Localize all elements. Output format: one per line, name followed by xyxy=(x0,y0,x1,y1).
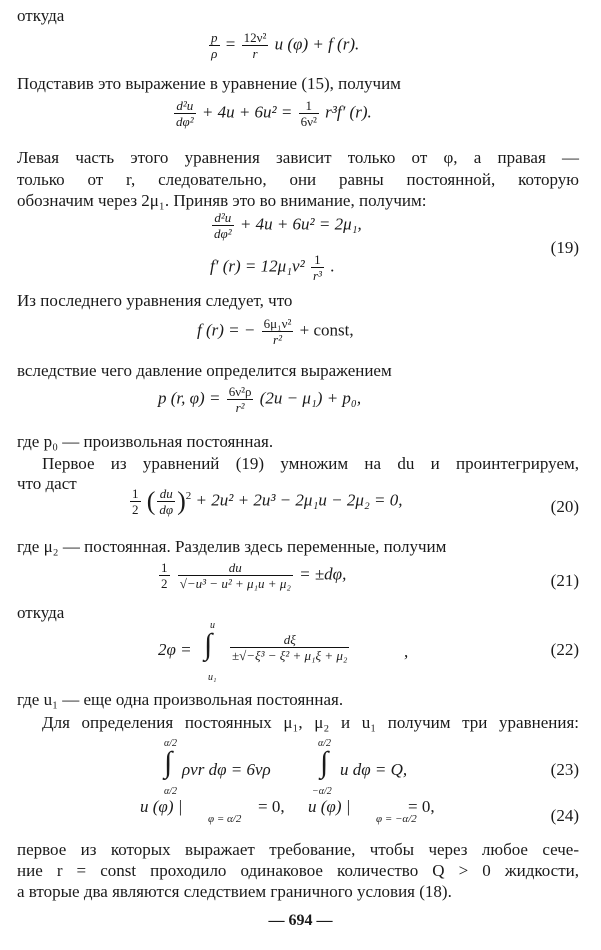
fraction-numerator: dξ xyxy=(230,632,349,648)
fraction-denominator: r xyxy=(252,46,258,61)
equation-middle: ρνr dφ = 6νρ xyxy=(182,760,271,779)
boundary-equals: = 0, xyxy=(258,797,285,816)
equation-pressure xyxy=(158,384,361,415)
fraction-denominator: r³ xyxy=(312,268,322,283)
page-number: — 694 — xyxy=(268,912,333,929)
fraction-numerator: 1 xyxy=(132,486,139,501)
fraction-numerator: 1 xyxy=(161,560,168,575)
text-line: ние r = const проходило одинаковое количество Q > 0 жидкости, xyxy=(17,861,579,880)
equation-rest: = ±dφ, xyxy=(299,564,347,584)
fraction-denominator: ±√−ξ³ − ξ² + μ₁ξ + μ₂ xyxy=(232,648,348,663)
integral-sign: ∫ xyxy=(164,746,173,779)
fraction-denominator: r² xyxy=(235,400,245,415)
equation-lhs: f′ (r) = 12μ₁ν² xyxy=(210,256,305,276)
text-line: Первое из уравнений (19) умножим на du и проинтегрируем, xyxy=(42,454,579,473)
fraction-denominator: r² xyxy=(273,332,282,347)
equation-end: . xyxy=(330,256,335,276)
text-line: Левая часть этого уравнения зависит только от φ, а правая — xyxy=(17,148,579,167)
text-line: только от r, следовательно, они равны постоянной, которую xyxy=(17,170,579,189)
integral-lower-limit: u₁ xyxy=(208,672,217,683)
fraction-numerator: 6ν²ρ xyxy=(228,384,252,399)
fraction-denominator: 2 xyxy=(132,502,139,517)
equation-lhs: p (r, φ) = xyxy=(158,388,221,408)
integral-upper-limit: α/2 xyxy=(318,738,332,749)
fraction-numerator: 1 xyxy=(299,98,319,114)
text-line: первое из которых выражает требование, чтобы через любое сече- xyxy=(17,840,579,859)
equation-substituted xyxy=(172,98,372,129)
fraction-numerator: du xyxy=(178,560,293,576)
text-line: вследствие чего давление определится выражением xyxy=(17,361,392,380)
boundary-condition-right: u (φ) | xyxy=(308,797,351,816)
integral-upper-limit: u xyxy=(210,620,215,631)
fraction-denominator: 2 xyxy=(161,576,168,591)
text-line: откуда xyxy=(17,6,65,25)
equation-lhs: 2φ = xyxy=(158,640,192,659)
fraction-denominator: dφ² xyxy=(176,114,194,129)
fraction-numerator: du xyxy=(157,486,175,502)
text-line: что даст xyxy=(17,474,77,493)
boundary-subscript: φ = α/2 xyxy=(208,813,242,825)
integral-sign: ∫ xyxy=(320,746,329,779)
text-line: Подставив это выражение в уравнение (15), получим xyxy=(17,74,401,93)
equation-rest: r³f′ (r). xyxy=(325,102,372,122)
equation-number: (21) xyxy=(550,571,579,590)
equation-number: (23) xyxy=(550,760,579,779)
equation-rest: + 4u + 6u² = 2μ₁, xyxy=(239,214,362,234)
equation-rest: (2u − μ₁) + p₀, xyxy=(259,388,362,408)
fraction-denominator: √−u³ − u² + μ₁u + μ₂ xyxy=(179,576,291,591)
equation-23 xyxy=(160,738,420,800)
equation-20: $\frac{1}{2}$ ( $\frac{du}{d\varphi}$ )$^2$ + 2u² + 2u³ − 2μ₁u − 2μ₂ = 0, xyxy=(132,486,403,517)
text-line: где u₁ — еще одна произвольная постоянная. xyxy=(17,690,344,709)
text-line: а вторые два являются следствием граничного условия (18). xyxy=(17,882,452,901)
integral-lower-limit: −α/2 xyxy=(312,786,332,797)
fraction-numerator: 1 xyxy=(311,252,324,268)
equation-19a xyxy=(210,210,362,241)
equation-21 xyxy=(157,560,346,591)
fraction-numerator: 6μ₁ν² xyxy=(263,316,292,331)
text-line: где μ₂ — постоянная. Разделив здесь переменные, получим xyxy=(17,537,447,556)
text-line: где p₀ — произвольная постоянная. xyxy=(17,432,274,451)
fraction-numerator: 12ν² xyxy=(243,30,267,45)
equation-24 xyxy=(140,797,440,831)
fraction-denominator: ρ xyxy=(211,46,218,61)
equation-rest: u (φ) + f (r). xyxy=(274,34,360,54)
fraction-denominator: 6ν² xyxy=(300,114,317,129)
fraction-denominator: dφ² xyxy=(214,226,232,241)
text-line: Из последнего уравнения следует, что xyxy=(17,291,293,310)
integral-upper-limit: α/2 xyxy=(164,738,178,749)
equation-number: (24) xyxy=(550,806,579,825)
equation-lhs: f (r) = − xyxy=(197,320,256,340)
equation-19b xyxy=(210,252,334,283)
text-line: откуда xyxy=(17,603,65,622)
equation-f xyxy=(197,316,354,347)
equation-number: (22) xyxy=(550,640,579,659)
equation-rest: + 2u² + 2u³ − 2μ₁u − 2μ₂ = 0, xyxy=(195,490,403,510)
boundary-subscript: φ = −α/2 xyxy=(376,813,417,825)
boundary-condition-left: u (φ) | xyxy=(140,797,183,816)
text-line: Для определения постоянных μ₁, μ₂ и u₁ получим три уравнения: xyxy=(42,713,579,732)
equation-middle: + 4u + 6u² = xyxy=(201,102,293,122)
equation-22 xyxy=(158,620,418,686)
equation-number: (20) xyxy=(550,497,579,516)
fraction-numerator: d²u xyxy=(174,98,196,114)
equation-pressure-ratio: $\frac{p}{\rho}$ = $\frac{\text{12ν²}}{r}$ u (φ) + f (r). xyxy=(211,30,360,61)
fraction-numerator: p xyxy=(211,30,218,45)
text-line: обозначим через 2μ₁. Приняв это во внимание, получим: xyxy=(17,191,427,210)
equation-rest: + const, xyxy=(299,320,354,340)
equation-rest: u dφ = Q, xyxy=(340,760,408,779)
integral-sign: ∫ xyxy=(204,628,213,661)
equation-number: (19) xyxy=(550,238,579,257)
fraction-numerator: d²u xyxy=(212,210,234,226)
equation-end: , xyxy=(404,642,409,661)
integral-lower-limit: α/2 xyxy=(164,786,178,797)
boundary-equals: = 0, xyxy=(408,797,435,816)
fraction-denominator: dφ xyxy=(159,502,174,517)
